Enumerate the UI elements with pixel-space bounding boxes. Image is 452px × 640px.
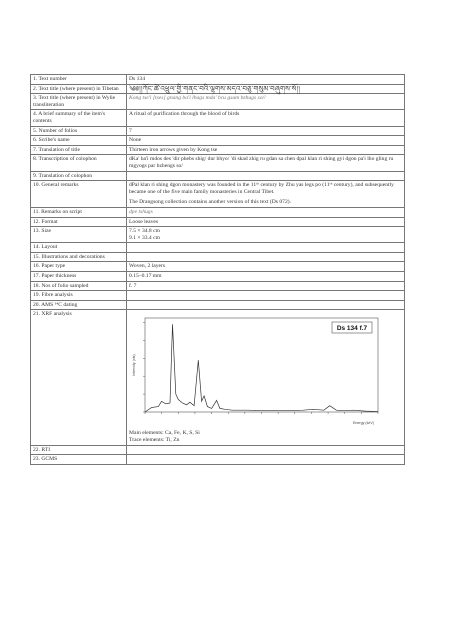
field-value (127, 136, 405, 146)
field-label: 4. A brief summary of the item's contents (31, 110, 127, 126)
field-label: 19. Fibre analysis (31, 291, 127, 301)
field-value (127, 300, 405, 310)
table-row (31, 243, 405, 253)
table-row (31, 262, 405, 272)
field-value (127, 281, 405, 291)
y-axis-label: Intensity (cts) (132, 354, 136, 377)
table-row (31, 110, 405, 126)
field-value-text: ༄༅།།ཀོང་ཚེ་འཕྲུལ་གྱི་གནང་བའི་ལྷགས་མདའ་བཅུ་གསུམ་བཞུགས་སོ།། (129, 84, 301, 93)
xrf-spectrum-chart (129, 314, 384, 426)
field-value-text: A ritual of purification through the blood of birds (129, 111, 240, 118)
table-row (31, 445, 405, 455)
field-value-text: None (129, 137, 142, 144)
field-value (127, 155, 405, 171)
field-label: 18. Nos of folio sampled (31, 281, 127, 291)
table-row (31, 155, 405, 171)
field-value (127, 110, 405, 126)
field-value (127, 243, 405, 253)
field-value-text: dKa' ba'i mdos des 'dir phebs shig/ dur bhyo/ 'di skad zhig ru gdan sa chen dpal klan ri shing gyi dgon pa'i lho gling ru mgyogs par bzhengs so/ (129, 156, 394, 169)
field-value-text: f. 7 (129, 282, 137, 289)
table-row (31, 181, 405, 208)
field-value (127, 145, 405, 155)
field-label: 21. XRF analysis (31, 310, 127, 445)
field-value-text: Main elements: Ca, Fe, K, S, Si (129, 430, 200, 437)
table-row (31, 126, 405, 136)
field-value-text: Loose leaves (129, 218, 159, 225)
table-row (31, 455, 405, 465)
field-value-text: 7.5 × 34.8 cm (129, 228, 160, 235)
field-label: 17. Paper thickness (31, 272, 127, 282)
table-row (31, 272, 405, 282)
field-value (127, 272, 405, 282)
table-row (31, 252, 405, 262)
x-axis-label: Energy (keV) (353, 421, 374, 426)
field-value (127, 455, 405, 465)
table-row (31, 75, 405, 85)
metadata-table (30, 74, 405, 465)
chart-title: Ds 134 f.7 (336, 325, 368, 333)
table-row (31, 217, 405, 227)
field-value-text: dpe tshugs (129, 208, 153, 215)
field-value (127, 310, 405, 445)
field-value (127, 291, 405, 301)
table-row (31, 207, 405, 217)
spectrum-series-line (145, 325, 378, 413)
field-label: 2. Text title (where present) in Tibetan (31, 84, 127, 94)
field-value-text: 7 (129, 127, 132, 134)
field-value (127, 75, 405, 85)
field-value (127, 252, 405, 262)
table-row (31, 310, 405, 445)
field-label: 13. Size (31, 227, 127, 243)
field-value-text: Thirteen iron arrows given by Kong tse (129, 146, 218, 153)
field-value-text: 9.1 × 33.4 cm (129, 234, 160, 241)
table-row (31, 281, 405, 291)
table-row (31, 291, 405, 301)
field-label: 1. Text number (31, 75, 127, 85)
field-value (127, 171, 405, 181)
field-value-text: 0.15–0.17 mm (129, 273, 162, 280)
field-value-text: Kong tse'i [tses] gnang ba'i lhags mda' bcu gsum bzhugs so// (129, 95, 266, 102)
field-label: 11. Remarks on script (31, 207, 127, 217)
field-value (127, 262, 405, 272)
field-label: 22. RTI (31, 445, 127, 455)
field-label: 23. GCMS (31, 455, 127, 465)
field-label: 16. Paper type (31, 262, 127, 272)
table-row (31, 94, 405, 110)
field-value (127, 181, 405, 208)
field-label: 5. Number of folios (31, 126, 127, 136)
table-row (31, 145, 405, 155)
field-value-text: dPal klan ri shing dgon monastery was founded in the 11ᵗʰ century by Zhu yas legs po (11ᵗʰ century), and subsequently became one of the five main family monasteries in Central Tibet. (129, 182, 394, 195)
field-value (127, 126, 405, 136)
catalogue-sheet (30, 74, 405, 465)
field-label: 6. Scribe's name (31, 136, 127, 146)
field-label: 20. AMS ¹⁴C dating (31, 300, 127, 310)
field-value (127, 445, 405, 455)
table-row (31, 171, 405, 181)
field-label: 14. Layout (31, 243, 127, 253)
field-value-text: Ds 134 (129, 76, 146, 82)
table-row (31, 84, 405, 94)
field-label: 9. Translation of colophon (31, 171, 127, 181)
field-label: 3. Text title (where present) in Wylie transliteration (31, 94, 127, 110)
field-label: 7. Translation of title (31, 145, 127, 155)
field-label: 15. Illustrations and decorations (31, 252, 127, 262)
table-row (31, 136, 405, 146)
field-value (127, 217, 405, 227)
table-row (31, 227, 405, 243)
field-label: 8. Transcription of colophon (31, 155, 127, 171)
field-label: 10. General remarks (31, 181, 127, 208)
field-value-text: The Drangsong collection contains another version of this text (Ds 072). (129, 199, 292, 206)
table-row (31, 300, 405, 310)
field-value (127, 94, 405, 110)
field-value (127, 227, 405, 243)
field-value-text: Woven, 2 layers (129, 263, 166, 270)
field-value-text: Trace elements: Ti, Zn (129, 437, 180, 444)
field-value (127, 84, 405, 94)
field-value (127, 207, 405, 217)
field-label: 12. Format (31, 217, 127, 227)
